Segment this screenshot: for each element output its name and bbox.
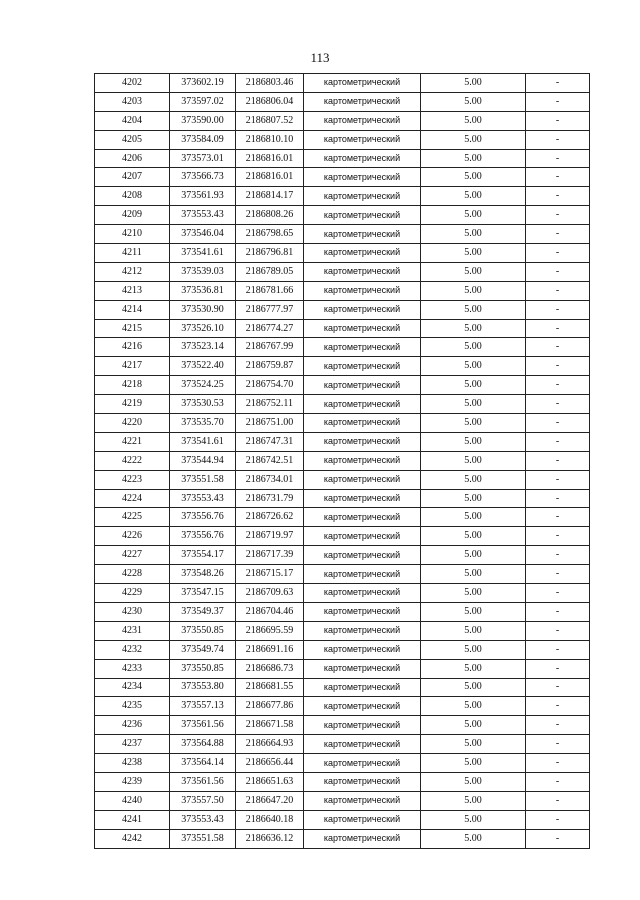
accuracy-cell: 5.00 (421, 602, 526, 621)
page-number: 113 (310, 50, 330, 65)
table-row (95, 357, 590, 376)
y-coordinate-cell: 2186704.46 (236, 602, 304, 621)
accuracy-cell: 5.00 (421, 470, 526, 489)
table-row (95, 376, 590, 395)
y-coordinate-cell: 2186656.44 (236, 754, 304, 773)
note-cell: - (526, 338, 590, 357)
note-cell: - (526, 451, 590, 470)
accuracy-cell: 5.00 (421, 584, 526, 603)
note-cell: - (526, 262, 590, 281)
point-number-cell: 4206 (95, 149, 170, 168)
method-cell: картометрический (304, 470, 421, 489)
y-coordinate-cell: 2186747.31 (236, 432, 304, 451)
x-coordinate-cell: 373556.76 (170, 527, 236, 546)
note-cell: - (526, 414, 590, 433)
method-cell: картометрический (304, 508, 421, 527)
accuracy-cell: 5.00 (421, 130, 526, 149)
point-number-cell: 4229 (95, 584, 170, 603)
accuracy-cell: 5.00 (421, 92, 526, 111)
accuracy-cell: 5.00 (421, 414, 526, 433)
method-cell: картометрический (304, 829, 421, 848)
method-cell: картометрический (304, 527, 421, 546)
method-cell: картометрический (304, 640, 421, 659)
x-coordinate-cell: 373523.14 (170, 338, 236, 357)
method-cell: картометрический (304, 187, 421, 206)
x-coordinate-cell: 373554.17 (170, 546, 236, 565)
method-cell: картометрический (304, 659, 421, 678)
table-row (95, 262, 590, 281)
table-row (95, 772, 590, 791)
x-coordinate-cell: 373524.25 (170, 376, 236, 395)
note-cell: - (526, 300, 590, 319)
note-cell: - (526, 206, 590, 225)
note-cell: - (526, 621, 590, 640)
y-coordinate-cell: 2186671.58 (236, 716, 304, 735)
table-row (95, 602, 590, 621)
accuracy-cell: 5.00 (421, 395, 526, 414)
point-number-cell: 4210 (95, 225, 170, 244)
table-row (95, 470, 590, 489)
note-cell: - (526, 130, 590, 149)
method-cell: картометрический (304, 225, 421, 244)
accuracy-cell: 5.00 (421, 281, 526, 300)
x-coordinate-cell: 373584.09 (170, 130, 236, 149)
table-row (95, 281, 590, 300)
y-coordinate-cell: 2186806.04 (236, 92, 304, 111)
x-coordinate-cell: 373556.76 (170, 508, 236, 527)
y-coordinate-cell: 2186754.70 (236, 376, 304, 395)
point-number-cell: 4204 (95, 111, 170, 130)
note-cell: - (526, 357, 590, 376)
method-cell: картометрический (304, 244, 421, 263)
method-cell: картометрический (304, 130, 421, 149)
point-number-cell: 4225 (95, 508, 170, 527)
accuracy-cell: 5.00 (421, 149, 526, 168)
note-cell: - (526, 92, 590, 111)
y-coordinate-cell: 2186808.26 (236, 206, 304, 225)
method-cell: картометрический (304, 92, 421, 111)
method-cell: картометрический (304, 74, 421, 93)
y-coordinate-cell: 2186726.62 (236, 508, 304, 527)
table-row (95, 432, 590, 451)
note-cell: - (526, 508, 590, 527)
table-row (95, 168, 590, 187)
table-row (95, 92, 590, 111)
note-cell: - (526, 735, 590, 754)
point-number-cell: 4220 (95, 414, 170, 433)
table-row (95, 300, 590, 319)
point-number-cell: 4218 (95, 376, 170, 395)
table-row (95, 187, 590, 206)
point-number-cell: 4231 (95, 621, 170, 640)
accuracy-cell: 5.00 (421, 697, 526, 716)
method-cell: картометрический (304, 376, 421, 395)
accuracy-cell: 5.00 (421, 225, 526, 244)
method-cell: картометрический (304, 281, 421, 300)
table-row (95, 810, 590, 829)
accuracy-cell: 5.00 (421, 716, 526, 735)
method-cell: картометрический (304, 395, 421, 414)
accuracy-cell: 5.00 (421, 262, 526, 281)
accuracy-cell: 5.00 (421, 527, 526, 546)
point-number-cell: 4232 (95, 640, 170, 659)
note-cell: - (526, 565, 590, 584)
method-cell: картометрический (304, 414, 421, 433)
point-number-cell: 4237 (95, 735, 170, 754)
method-cell: картометрический (304, 451, 421, 470)
x-coordinate-cell: 373549.74 (170, 640, 236, 659)
table-row (95, 829, 590, 848)
point-number-cell: 4241 (95, 810, 170, 829)
table-row (95, 414, 590, 433)
x-coordinate-cell: 373564.88 (170, 735, 236, 754)
x-coordinate-cell: 373566.73 (170, 168, 236, 187)
method-cell: картометрический (304, 565, 421, 584)
accuracy-cell: 5.00 (421, 546, 526, 565)
point-number-cell: 4224 (95, 489, 170, 508)
table-row (95, 659, 590, 678)
method-cell: картометрический (304, 602, 421, 621)
table-row (95, 130, 590, 149)
x-coordinate-cell: 373541.61 (170, 432, 236, 451)
accuracy-cell: 5.00 (421, 338, 526, 357)
x-coordinate-cell: 373553.43 (170, 489, 236, 508)
y-coordinate-cell: 2186810.10 (236, 130, 304, 149)
method-cell: картометрический (304, 754, 421, 773)
point-number-cell: 4216 (95, 338, 170, 357)
table-row (95, 489, 590, 508)
note-cell: - (526, 584, 590, 603)
y-coordinate-cell: 2186695.59 (236, 621, 304, 640)
accuracy-cell: 5.00 (421, 829, 526, 848)
method-cell: картометрический (304, 300, 421, 319)
x-coordinate-cell: 373557.50 (170, 791, 236, 810)
x-coordinate-cell: 373561.56 (170, 772, 236, 791)
method-cell: картометрический (304, 546, 421, 565)
y-coordinate-cell: 2186715.17 (236, 565, 304, 584)
method-cell: картометрический (304, 338, 421, 357)
accuracy-cell: 5.00 (421, 810, 526, 829)
y-coordinate-cell: 2186798.65 (236, 225, 304, 244)
point-number-cell: 4202 (95, 74, 170, 93)
y-coordinate-cell: 2186814.17 (236, 187, 304, 206)
point-number-cell: 4221 (95, 432, 170, 451)
x-coordinate-cell: 373522.40 (170, 357, 236, 376)
point-number-cell: 4209 (95, 206, 170, 225)
point-number-cell: 4203 (95, 92, 170, 111)
point-number-cell: 4222 (95, 451, 170, 470)
method-cell: картометрический (304, 262, 421, 281)
table-row (95, 640, 590, 659)
x-coordinate-cell: 373539.03 (170, 262, 236, 281)
coordinates-table-body (95, 74, 590, 849)
y-coordinate-cell: 2186751.00 (236, 414, 304, 433)
table-row (95, 754, 590, 773)
note-cell: - (526, 168, 590, 187)
y-coordinate-cell: 2186742.51 (236, 451, 304, 470)
accuracy-cell: 5.00 (421, 565, 526, 584)
note-cell: - (526, 74, 590, 93)
accuracy-cell: 5.00 (421, 319, 526, 338)
y-coordinate-cell: 2186651.63 (236, 772, 304, 791)
y-coordinate-cell: 2186681.55 (236, 678, 304, 697)
table-row (95, 735, 590, 754)
note-cell: - (526, 546, 590, 565)
accuracy-cell: 5.00 (421, 489, 526, 508)
accuracy-cell: 5.00 (421, 659, 526, 678)
accuracy-cell: 5.00 (421, 754, 526, 773)
method-cell: картометрический (304, 584, 421, 603)
method-cell: картометрический (304, 621, 421, 640)
y-coordinate-cell: 2186767.99 (236, 338, 304, 357)
note-cell: - (526, 244, 590, 263)
x-coordinate-cell: 373541.61 (170, 244, 236, 263)
x-coordinate-cell: 373602.19 (170, 74, 236, 93)
point-number-cell: 4215 (95, 319, 170, 338)
note-cell: - (526, 376, 590, 395)
table-row (95, 697, 590, 716)
note-cell: - (526, 187, 590, 206)
point-number-cell: 4226 (95, 527, 170, 546)
x-coordinate-cell: 373561.93 (170, 187, 236, 206)
note-cell: - (526, 527, 590, 546)
method-cell: картометрический (304, 168, 421, 187)
point-number-cell: 4233 (95, 659, 170, 678)
note-cell: - (526, 602, 590, 621)
method-cell: картометрический (304, 735, 421, 754)
accuracy-cell: 5.00 (421, 206, 526, 225)
x-coordinate-cell: 373551.58 (170, 470, 236, 489)
y-coordinate-cell: 2186734.01 (236, 470, 304, 489)
x-coordinate-cell: 373551.58 (170, 829, 236, 848)
y-coordinate-cell: 2186709.63 (236, 584, 304, 603)
accuracy-cell: 5.00 (421, 187, 526, 206)
x-coordinate-cell: 373590.00 (170, 111, 236, 130)
point-number-cell: 4238 (95, 754, 170, 773)
y-coordinate-cell: 2186789.05 (236, 262, 304, 281)
x-coordinate-cell: 373597.02 (170, 92, 236, 111)
point-number-cell: 4212 (95, 262, 170, 281)
method-cell: картометрический (304, 357, 421, 376)
x-coordinate-cell: 373573.01 (170, 149, 236, 168)
point-number-cell: 4236 (95, 716, 170, 735)
x-coordinate-cell: 373549.37 (170, 602, 236, 621)
y-coordinate-cell: 2186781.66 (236, 281, 304, 300)
y-coordinate-cell: 2186777.97 (236, 300, 304, 319)
table-row (95, 206, 590, 225)
accuracy-cell: 5.00 (421, 74, 526, 93)
x-coordinate-cell: 373553.43 (170, 810, 236, 829)
y-coordinate-cell: 2186816.01 (236, 149, 304, 168)
note-cell: - (526, 829, 590, 848)
y-coordinate-cell: 2186796.81 (236, 244, 304, 263)
accuracy-cell: 5.00 (421, 111, 526, 130)
x-coordinate-cell: 373553.80 (170, 678, 236, 697)
y-coordinate-cell: 2186717.39 (236, 546, 304, 565)
note-cell: - (526, 791, 590, 810)
note-cell: - (526, 225, 590, 244)
x-coordinate-cell: 373530.53 (170, 395, 236, 414)
table-row (95, 319, 590, 338)
method-cell: картометрический (304, 432, 421, 451)
method-cell: картометрический (304, 489, 421, 508)
x-coordinate-cell: 373564.14 (170, 754, 236, 773)
accuracy-cell: 5.00 (421, 168, 526, 187)
y-coordinate-cell: 2186816.01 (236, 168, 304, 187)
note-cell: - (526, 640, 590, 659)
method-cell: картометрический (304, 149, 421, 168)
point-number-cell: 4219 (95, 395, 170, 414)
point-number-cell: 4213 (95, 281, 170, 300)
y-coordinate-cell: 2186731.79 (236, 489, 304, 508)
table-row (95, 621, 590, 640)
table-row (95, 791, 590, 810)
note-cell: - (526, 772, 590, 791)
point-number-cell: 4240 (95, 791, 170, 810)
accuracy-cell: 5.00 (421, 357, 526, 376)
table-row (95, 451, 590, 470)
table-row (95, 225, 590, 244)
accuracy-cell: 5.00 (421, 376, 526, 395)
point-number-cell: 4223 (95, 470, 170, 489)
point-number-cell: 4234 (95, 678, 170, 697)
note-cell: - (526, 319, 590, 338)
y-coordinate-cell: 2186774.27 (236, 319, 304, 338)
y-coordinate-cell: 2186807.52 (236, 111, 304, 130)
x-coordinate-cell: 373561.56 (170, 716, 236, 735)
method-cell: картометрический (304, 791, 421, 810)
note-cell: - (526, 395, 590, 414)
x-coordinate-cell: 373550.85 (170, 659, 236, 678)
y-coordinate-cell: 2186719.97 (236, 527, 304, 546)
table-row (95, 149, 590, 168)
note-cell: - (526, 678, 590, 697)
table-row (95, 74, 590, 93)
method-cell: картометрический (304, 678, 421, 697)
table-row (95, 244, 590, 263)
accuracy-cell: 5.00 (421, 791, 526, 810)
point-number-cell: 4205 (95, 130, 170, 149)
note-cell: - (526, 470, 590, 489)
table-row (95, 565, 590, 584)
x-coordinate-cell: 373546.04 (170, 225, 236, 244)
note-cell: - (526, 716, 590, 735)
accuracy-cell: 5.00 (421, 621, 526, 640)
note-cell: - (526, 111, 590, 130)
method-cell: картометрический (304, 697, 421, 716)
table-row (95, 716, 590, 735)
accuracy-cell: 5.00 (421, 244, 526, 263)
x-coordinate-cell: 373530.90 (170, 300, 236, 319)
table-row (95, 546, 590, 565)
y-coordinate-cell: 2186640.18 (236, 810, 304, 829)
x-coordinate-cell: 373535.70 (170, 414, 236, 433)
accuracy-cell: 5.00 (421, 508, 526, 527)
y-coordinate-cell: 2186691.16 (236, 640, 304, 659)
y-coordinate-cell: 2186636.12 (236, 829, 304, 848)
y-coordinate-cell: 2186677.86 (236, 697, 304, 716)
table-row (95, 111, 590, 130)
y-coordinate-cell: 2186803.46 (236, 74, 304, 93)
point-number-cell: 4228 (95, 565, 170, 584)
accuracy-cell: 5.00 (421, 678, 526, 697)
point-number-cell: 4207 (95, 168, 170, 187)
x-coordinate-cell: 373550.85 (170, 621, 236, 640)
y-coordinate-cell: 2186686.73 (236, 659, 304, 678)
x-coordinate-cell: 373557.13 (170, 697, 236, 716)
point-number-cell: 4217 (95, 357, 170, 376)
x-coordinate-cell: 373544.94 (170, 451, 236, 470)
note-cell: - (526, 754, 590, 773)
table-row (95, 584, 590, 603)
note-cell: - (526, 697, 590, 716)
x-coordinate-cell: 373536.81 (170, 281, 236, 300)
point-number-cell: 4239 (95, 772, 170, 791)
method-cell: картометрический (304, 206, 421, 225)
coordinates-table (94, 73, 590, 849)
table-row (95, 678, 590, 697)
table-row (95, 395, 590, 414)
point-number-cell: 4230 (95, 602, 170, 621)
method-cell: картометрический (304, 319, 421, 338)
method-cell: картометрический (304, 716, 421, 735)
point-number-cell: 4227 (95, 546, 170, 565)
note-cell: - (526, 432, 590, 451)
point-number-cell: 4242 (95, 829, 170, 848)
y-coordinate-cell: 2186664.93 (236, 735, 304, 754)
point-number-cell: 4214 (95, 300, 170, 319)
point-number-cell: 4235 (95, 697, 170, 716)
y-coordinate-cell: 2186647.20 (236, 791, 304, 810)
x-coordinate-cell: 373547.15 (170, 584, 236, 603)
accuracy-cell: 5.00 (421, 451, 526, 470)
method-cell: картометрический (304, 111, 421, 130)
note-cell: - (526, 281, 590, 300)
method-cell: картометрический (304, 772, 421, 791)
x-coordinate-cell: 373553.43 (170, 206, 236, 225)
x-coordinate-cell: 373526.10 (170, 319, 236, 338)
note-cell: - (526, 810, 590, 829)
table-row (95, 527, 590, 546)
accuracy-cell: 5.00 (421, 432, 526, 451)
point-number-cell: 4211 (95, 244, 170, 263)
note-cell: - (526, 659, 590, 678)
table-row (95, 508, 590, 527)
note-cell: - (526, 149, 590, 168)
accuracy-cell: 5.00 (421, 772, 526, 791)
accuracy-cell: 5.00 (421, 640, 526, 659)
method-cell: картометрический (304, 810, 421, 829)
accuracy-cell: 5.00 (421, 300, 526, 319)
y-coordinate-cell: 2186752.11 (236, 395, 304, 414)
x-coordinate-cell: 373548.26 (170, 565, 236, 584)
note-cell: - (526, 489, 590, 508)
point-number-cell: 4208 (95, 187, 170, 206)
table-row (95, 338, 590, 357)
y-coordinate-cell: 2186759.87 (236, 357, 304, 376)
accuracy-cell: 5.00 (421, 735, 526, 754)
